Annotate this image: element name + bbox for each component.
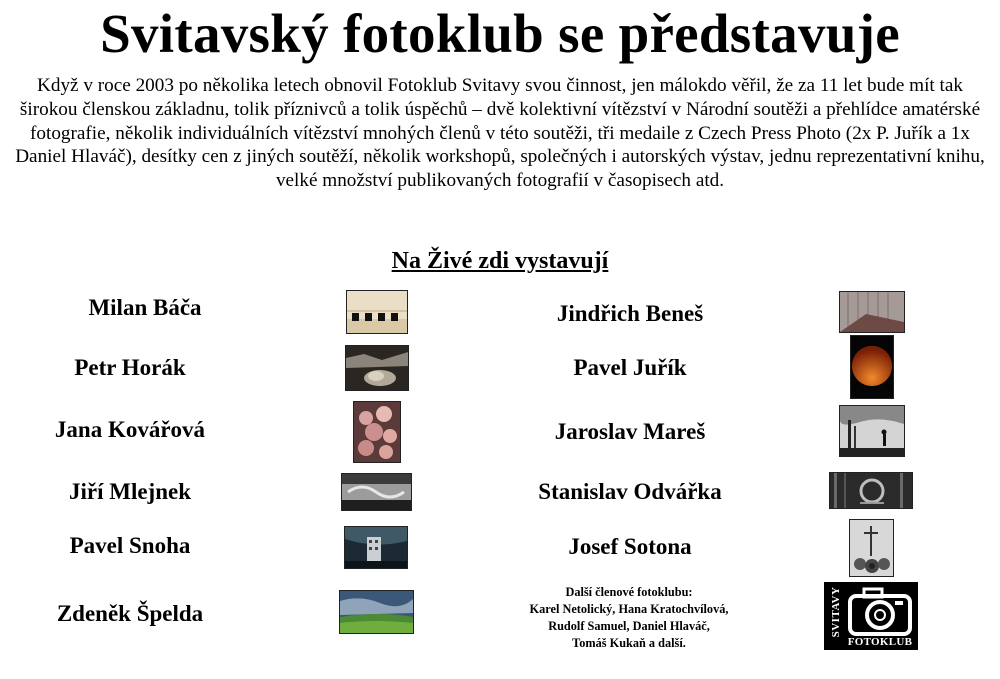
exhibitor-name-zdenek-spelda: Zdeněk Špelda <box>56 601 204 626</box>
photo-thumbnail-zdenek-spelda <box>339 590 414 634</box>
photo-thumbnail-pavel-snoha <box>344 526 408 569</box>
exhibitor-name-stanislav-odvarka: Stanislav Odvářka <box>538 479 722 504</box>
section-heading: Na Živé zdi vystavují <box>391 248 609 274</box>
other-members-block <box>498 584 760 652</box>
exhibitor-name-jana-kovarova: Jana Kovářová <box>54 417 206 442</box>
photo-thumbnail-jaroslav-mares <box>839 405 905 457</box>
exhibitor-name-jaroslav-mares: Jaroslav Mareš <box>554 419 706 444</box>
exhibitor-name-josef-sotona: Josef Sotona <box>568 534 692 559</box>
logo-vertical-text: SVITAVY <box>830 586 842 638</box>
photo-thumbnail-petr-horak <box>345 345 409 391</box>
other-members-line: Tomáš Kukaň a další. <box>572 636 686 650</box>
photo-thumbnail-jiri-mlejnek <box>341 473 412 511</box>
exhibitor-name-pavel-jurik: Pavel Juřík <box>573 355 687 380</box>
exhibitor-name-petr-horak: Petr Horák <box>74 355 186 380</box>
logo-bottom-text: FOTOKLUB <box>847 636 913 648</box>
other-members-line: Rudolf Samuel, Daniel Hlaváč, <box>548 619 710 633</box>
exhibitor-name-jiri-mlejnek: Jiří Mlejnek <box>69 479 191 504</box>
exhibitor-name-pavel-snoha: Pavel Snoha <box>69 533 191 558</box>
exhibitor-name-milan-baca: Milan Báča <box>88 295 202 320</box>
photo-thumbnail-jana-kovarova <box>353 401 401 463</box>
intro-paragraph: Když v roce 2003 po několika letech obnovil Fotoklub Svitavy svou činnost, jen málokdo věřil, že za 11 let bude mít tak širokou členskou základnu, tolik příznivců a tolik úspěchů – dvě kolektivní vítězství v Národní soutěži a přehlídce amatérské fotografie, několik individuálních vítězství mnohých členů v této soutěži, tři medaile z Czech Press Photo (2x P. Juřík a 1x Daniel Hlaváč), desítky cen z jiných soutěží, několik workshopů, společných i autorských výstav, jednu reprezentativní knihu, velké množství publikovaných fotografií v časopisech atd. <box>15 75 985 192</box>
other-members-line: Karel Netolický, Hana Kratochvílová, <box>529 602 729 616</box>
page-title: Svitavský fotoklub se představuje <box>100 3 900 64</box>
photo-thumbnail-josef-sotona <box>849 519 894 577</box>
exhibitor-name-jindrich-benes: Jindřich Beneš <box>556 301 704 326</box>
other-members-heading: Další členové fotoklubu: <box>565 585 693 599</box>
photo-thumbnail-stanislav-odvarka <box>829 472 913 509</box>
fotoklub-logo <box>824 582 918 650</box>
photo-thumbnail-milan-baca <box>346 290 408 334</box>
photo-thumbnail-jindrich-benes <box>839 291 905 333</box>
photo-thumbnail-pavel-jurik <box>850 335 894 399</box>
